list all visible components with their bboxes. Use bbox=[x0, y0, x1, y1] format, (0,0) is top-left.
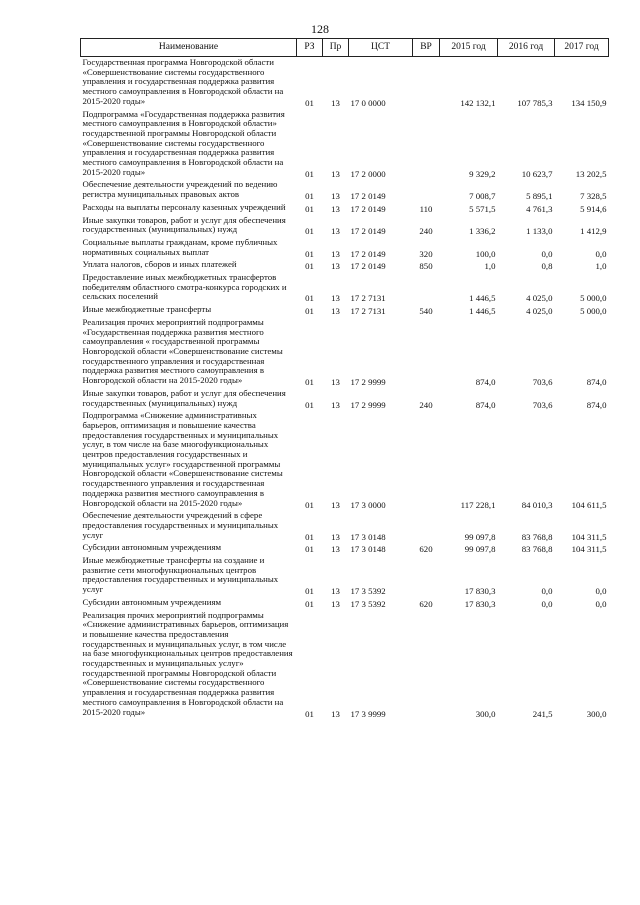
row-vr: 620 bbox=[419, 544, 433, 555]
row-2016: 0,0 bbox=[541, 586, 553, 597]
row-2017: 7 328,5 bbox=[580, 191, 607, 202]
row-vr bbox=[413, 272, 440, 304]
row-rz: 01 bbox=[305, 203, 314, 214]
table-row bbox=[81, 610, 609, 720]
row-pr: 13 bbox=[331, 531, 340, 542]
table-row bbox=[81, 317, 609, 388]
row-rz: 01 bbox=[305, 499, 314, 510]
table-row bbox=[81, 510, 609, 542]
row-pr: 13 bbox=[331, 261, 340, 272]
row-2015: 100,0 bbox=[475, 248, 496, 259]
row-cst: 17 2 7131 bbox=[350, 293, 386, 304]
row-name: Субсидии автономным учреждениям bbox=[82, 596, 222, 607]
table-row bbox=[81, 179, 609, 201]
table-body bbox=[81, 57, 609, 720]
row-cst: 17 2 0000 bbox=[350, 168, 386, 179]
row-name: Социальные выплаты гражданам, кроме публичных нормативных социальных выплат bbox=[82, 236, 278, 257]
row-vr: 240 bbox=[419, 399, 433, 410]
row-cst: 17 2 0149 bbox=[350, 203, 386, 214]
row-rz: 01 bbox=[305, 97, 314, 108]
row-name: Иные закупки товаров, работ и услуг для обеспечения государственных (муниципальных) нужд bbox=[82, 387, 286, 408]
row-2017: 13 202,5 bbox=[575, 168, 607, 179]
table-row bbox=[81, 215, 609, 237]
header-row bbox=[81, 39, 609, 57]
row-name: Иные закупки товаров, работ и услуг для обеспечения государственных (муниципальных) нужд bbox=[82, 214, 286, 235]
row-name: Реализация прочих мероприятий подпрограммы «Государственная поддержка развития местного самоуправления « государственной программы Новгородской области «Совершенствование системы государственного управления и государственная поддержка развития местного самоуправления в Новгородской области на 2015-2020 годы» bbox=[82, 316, 283, 386]
row-2017: 874,0 bbox=[586, 377, 607, 388]
row-cst: 17 2 0149 bbox=[350, 248, 386, 259]
header-pr: Пр bbox=[323, 39, 349, 57]
row-cst: 17 2 9999 bbox=[350, 399, 386, 410]
row-rz: 01 bbox=[305, 261, 314, 272]
row-pr: 13 bbox=[331, 191, 340, 202]
row-2017: 874,0 bbox=[586, 399, 607, 410]
row-2016: 107 785,3 bbox=[517, 97, 553, 108]
header-vr: ВР bbox=[413, 39, 440, 57]
row-2016: 4 025,0 bbox=[526, 306, 553, 317]
row-rz: 01 bbox=[305, 531, 314, 542]
row-vr bbox=[413, 179, 440, 201]
row-pr: 13 bbox=[331, 293, 340, 304]
row-vr bbox=[413, 57, 440, 109]
row-2016: 10 623,7 bbox=[521, 168, 553, 179]
row-2016: 4 761,3 bbox=[526, 203, 553, 214]
row-cst: 17 2 0149 bbox=[350, 191, 386, 202]
table-row bbox=[81, 388, 609, 410]
row-pr: 13 bbox=[331, 226, 340, 237]
table-row bbox=[81, 259, 609, 272]
header-rz: РЗ bbox=[297, 39, 323, 57]
row-2016: 703,6 bbox=[532, 399, 553, 410]
row-2015: 5 571,5 bbox=[469, 203, 496, 214]
row-2017: 0,0 bbox=[595, 598, 607, 609]
row-pr: 13 bbox=[331, 168, 340, 179]
row-cst: 17 0 0000 bbox=[350, 97, 386, 108]
row-rz: 01 bbox=[305, 399, 314, 410]
row-2016: 84 010,3 bbox=[521, 499, 553, 510]
row-2015: 17 830,3 bbox=[464, 586, 496, 597]
row-name: Субсидии автономным учреждениям bbox=[82, 542, 222, 553]
row-rz: 01 bbox=[305, 598, 314, 609]
row-name: Подпрограмма «Государственная поддержка развития местного самоуправления в Новгородской области» государственной программы Новгородской области «Совершенствование системы государственного управления и государственная поддержка развития местного самоуправления в Новгородской области на 2015-2020 годы» bbox=[82, 108, 285, 177]
row-vr: 620 bbox=[419, 598, 433, 609]
row-2017: 5 000,0 bbox=[580, 306, 607, 317]
table-row bbox=[81, 410, 609, 510]
row-name: Обеспечение деятельности учреждений в сфере предоставления государственных и муниципальных услуг bbox=[82, 510, 279, 540]
row-vr bbox=[413, 410, 440, 510]
table-row bbox=[81, 109, 609, 180]
row-2015: 7 008,7 bbox=[469, 191, 496, 202]
row-name: Расходы на выплаты персоналу казенных учреждений bbox=[82, 201, 286, 212]
row-2016: 241,5 bbox=[532, 708, 553, 719]
row-pr: 13 bbox=[331, 499, 340, 510]
row-2017: 0,0 bbox=[595, 586, 607, 597]
row-2016: 83 768,8 bbox=[521, 544, 553, 555]
row-2015: 1 336,2 bbox=[469, 226, 496, 237]
row-vr bbox=[413, 555, 440, 597]
row-vr bbox=[413, 317, 440, 388]
row-vr bbox=[413, 510, 440, 542]
row-2016: 0,8 bbox=[541, 261, 553, 272]
row-rz: 01 bbox=[305, 586, 314, 597]
row-rz: 01 bbox=[305, 708, 314, 719]
row-2017: 104 311,5 bbox=[571, 544, 607, 555]
table-row bbox=[81, 57, 609, 109]
row-2016: 0,0 bbox=[541, 598, 553, 609]
row-cst: 17 3 5392 bbox=[350, 598, 386, 609]
row-vr bbox=[413, 610, 440, 720]
row-2015: 1,0 bbox=[484, 261, 496, 272]
table-header bbox=[81, 39, 609, 57]
table-row bbox=[81, 555, 609, 597]
row-2015: 17 830,3 bbox=[464, 598, 496, 609]
row-2016: 4 025,0 bbox=[526, 293, 553, 304]
table-row bbox=[81, 597, 609, 610]
page-number: 128 bbox=[311, 22, 329, 36]
row-2017: 104 611,5 bbox=[571, 499, 607, 510]
row-pr: 13 bbox=[331, 248, 340, 259]
row-2015: 99 097,8 bbox=[464, 531, 496, 542]
row-name: Обеспечение деятельности учреждений по ведению регистра муниципальных правовых актов bbox=[82, 179, 278, 200]
header-name: Наименование bbox=[81, 39, 297, 57]
row-2015: 874,0 bbox=[475, 399, 496, 410]
row-pr: 13 bbox=[331, 586, 340, 597]
row-rz: 01 bbox=[305, 191, 314, 202]
row-2015: 9 329,2 bbox=[469, 168, 496, 179]
row-name: Уплата налогов, сборов и иных платежей bbox=[82, 259, 237, 270]
row-2015: 99 097,8 bbox=[464, 544, 496, 555]
row-name: Предоставление иных межбюджетных трансфертов победителям областного смотра-конкурса городских и сельских поселений bbox=[82, 272, 287, 302]
row-cst: 17 3 0000 bbox=[350, 499, 386, 510]
row-vr: 540 bbox=[419, 306, 433, 317]
table-row bbox=[81, 237, 609, 259]
header-2015: 2015 год bbox=[440, 39, 498, 57]
row-name: Иные межбюджетные трансферты bbox=[82, 304, 212, 315]
row-2017: 5 000,0 bbox=[580, 293, 607, 304]
row-2015: 117 228,1 bbox=[460, 499, 496, 510]
row-pr: 13 bbox=[331, 544, 340, 555]
row-pr: 13 bbox=[331, 306, 340, 317]
row-2015: 1 446,5 bbox=[469, 306, 496, 317]
row-rz: 01 bbox=[305, 168, 314, 179]
row-2016: 1 133,0 bbox=[526, 226, 553, 237]
row-vr: 320 bbox=[419, 248, 433, 259]
row-2015: 300,0 bbox=[475, 708, 496, 719]
row-2017: 0,0 bbox=[595, 248, 607, 259]
row-2017: 300,0 bbox=[586, 708, 607, 719]
row-2016: 83 768,8 bbox=[521, 531, 553, 542]
row-cst: 17 2 0149 bbox=[350, 226, 386, 237]
row-vr: 110 bbox=[419, 203, 433, 214]
row-rz: 01 bbox=[305, 226, 314, 237]
row-pr: 13 bbox=[331, 203, 340, 214]
row-2015: 142 132,1 bbox=[460, 97, 496, 108]
row-name: Реализация прочих мероприятий подпрограммы «Снижение административных барьеров, оптимизация и повышение качества предоставления государственных и муниципальных услуг, в том числе на базе многофункциональных центров предоставления государственных и муниципальных услуг» государственной программы Новгородской области «Совершенствование системы государственного управления и государственная поддержка развития местного самоуправления в Новгородской области на 2015-2020 годы» bbox=[82, 609, 293, 717]
row-2017: 104 311,5 bbox=[571, 531, 607, 542]
row-pr: 13 bbox=[331, 97, 340, 108]
row-vr bbox=[413, 109, 440, 180]
row-cst: 17 3 0148 bbox=[350, 531, 386, 542]
row-name: Иные межбюджетные трансферты на создание и развитие сети многофункциональных центров предоставления государственных и муниципальных услуг bbox=[82, 555, 279, 595]
header-2016: 2016 год bbox=[498, 39, 555, 57]
row-rz: 01 bbox=[305, 248, 314, 259]
table-row bbox=[81, 542, 609, 555]
row-pr: 13 bbox=[331, 708, 340, 719]
row-2017: 1,0 bbox=[595, 261, 607, 272]
row-name: Подпрограмма «Снижение административных барьеров, оптимизация и повышение качества предоставления государственных и муниципальных услуг, в том числе на базе многофункциональных центров предоставления государственных и муниципальных услуг» государственной программы Новгородской области «Совершенствование системы государственного управления и государственная поддержка развития местного самоуправления в Новгородской области на 2015-2020 годы» bbox=[82, 410, 283, 508]
row-vr: 850 bbox=[419, 261, 433, 272]
header-2017: 2017 год bbox=[555, 39, 609, 57]
table-row bbox=[81, 202, 609, 215]
row-2016: 5 895,1 bbox=[526, 191, 553, 202]
row-vr: 240 bbox=[419, 226, 433, 237]
row-pr: 13 bbox=[331, 399, 340, 410]
row-2017: 1 412,9 bbox=[580, 226, 607, 237]
row-cst: 17 2 7131 bbox=[350, 306, 386, 317]
row-rz: 01 bbox=[305, 544, 314, 555]
row-cst: 17 3 9999 bbox=[350, 708, 386, 719]
row-2017: 5 914,6 bbox=[580, 203, 607, 214]
row-rz: 01 bbox=[305, 293, 314, 304]
row-2016: 0,0 bbox=[541, 248, 553, 259]
table-row bbox=[81, 272, 609, 304]
row-2016: 703,6 bbox=[532, 377, 553, 388]
row-2017: 134 150,9 bbox=[571, 97, 607, 108]
row-cst: 17 2 0149 bbox=[350, 261, 386, 272]
row-rz: 01 bbox=[305, 377, 314, 388]
row-pr: 13 bbox=[331, 598, 340, 609]
row-cst: 17 3 0148 bbox=[350, 544, 386, 555]
header-cst: ЦСТ bbox=[349, 39, 413, 57]
row-2015: 874,0 bbox=[475, 377, 496, 388]
row-2015: 1 446,5 bbox=[469, 293, 496, 304]
table-row bbox=[81, 304, 609, 317]
row-rz: 01 bbox=[305, 306, 314, 317]
row-cst: 17 2 9999 bbox=[350, 377, 386, 388]
row-name: Государственная программа Новгородской области «Совершенствование системы государственного управления и государственная поддержка развития местного самоуправления в Новгородской области на 2015-2020 годы» bbox=[82, 57, 284, 106]
budget-table bbox=[80, 38, 609, 719]
row-cst: 17 3 5392 bbox=[350, 586, 386, 597]
row-pr: 13 bbox=[331, 377, 340, 388]
